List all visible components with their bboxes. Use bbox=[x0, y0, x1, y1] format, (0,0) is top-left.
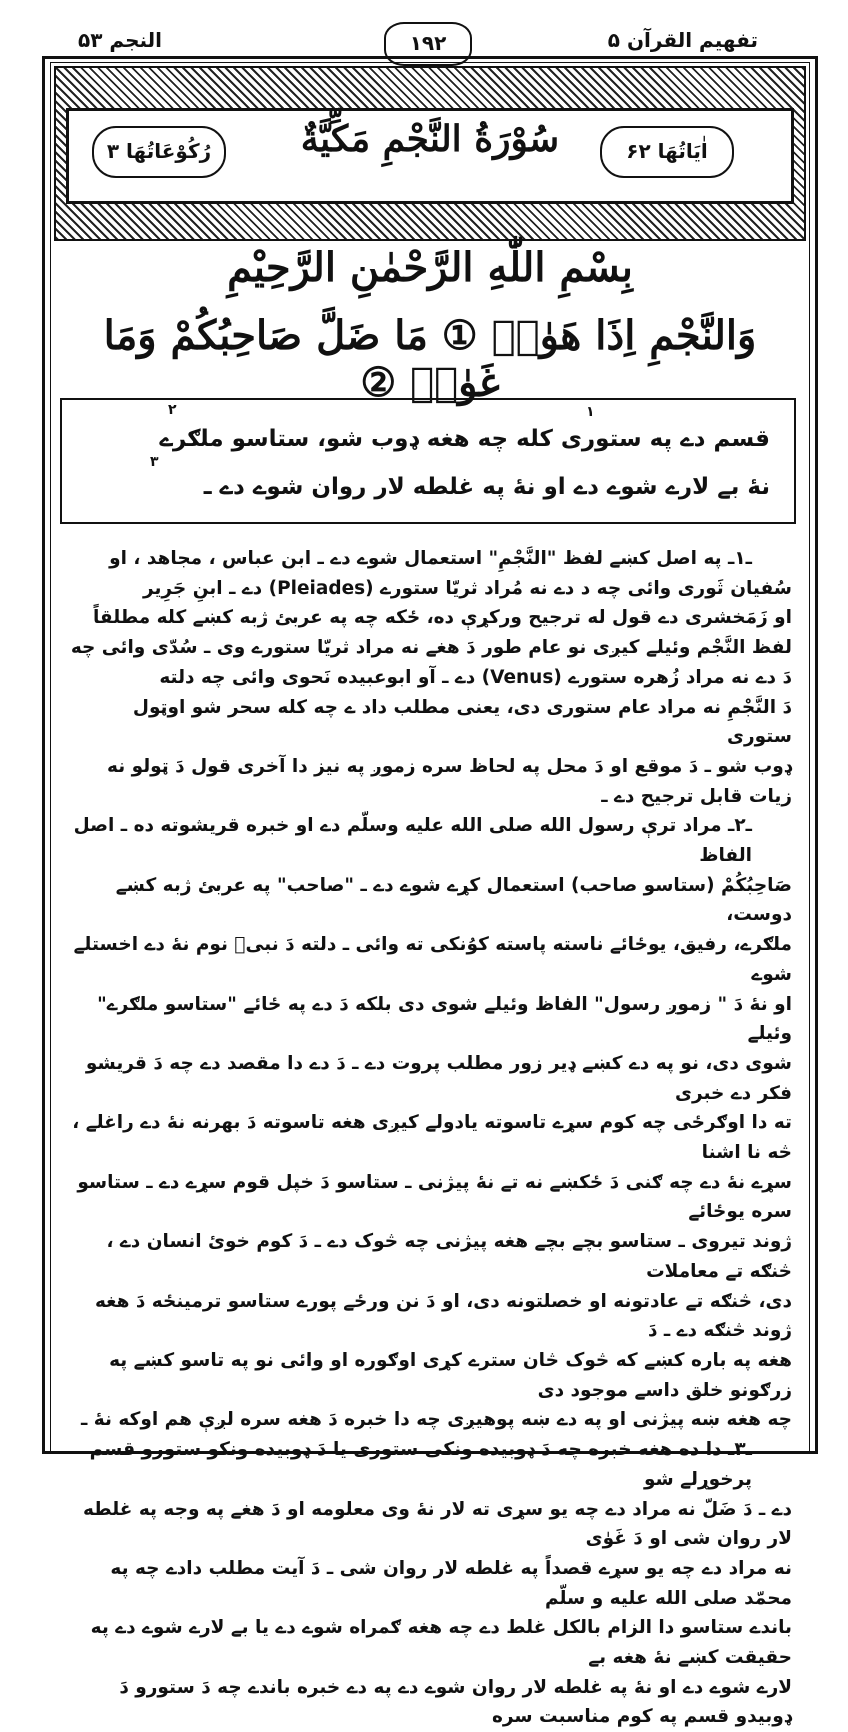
arabic-verse: وَالنَّجْمِ اِذَا هَوٰىۙ ① مَا ضَلَّ صَاحِبُكُمْ وَمَا غَوٰىۚ ② bbox=[103, 312, 757, 406]
note-line: دَ النَّجْمِ نه مراد عام ستوری دی، یعنی مطلب داد ے چه کله سحر شو اوټول ستوری bbox=[132, 696, 792, 748]
surah-short-name: النجم ۵۳ bbox=[78, 28, 163, 52]
note-line: لفظ النَّجْم وئیلے کیږی نو عام طور دَ هغے نه مراد ثریّا ستورے وی ـ سُدّی وائی چه bbox=[70, 637, 792, 659]
note-line: ـ۱ـ په اصل کښے لفظ "النَّجْمِ" استعمال شوے دے ـ ابن عباس ، مجاهد ، او bbox=[109, 548, 752, 569]
note-line: چه هغه ښه پیژنی او په دے ښه پوهیږی چه دا خبره دَ هغه سره لږې هم اوکه نۀ ـ bbox=[81, 1409, 792, 1431]
note-line: صَاحِبُکُمْ (ستاسو صاحب) استعمال کړے شوے دے ـ "صاحب" په عربئ ژبه کښے دوست، bbox=[115, 874, 792, 926]
ayat-count-cartouche: اٰیَاتُهَا ۶۲ bbox=[600, 126, 734, 178]
note-line: سړے نۀ دے چه ګنی دَ ځکښے نه تے نۀ پیژنی ـ ستاسو دَ خپل قوم سړے دے ـ ستاسو سره یوځائے bbox=[77, 1171, 792, 1223]
note-line: نه مراد دے چه یو سړے قصداً په غلطه لار روان شی ـ دَ آیت مطلب دادے چه په محمّد صلی الله علیه و سلّم bbox=[110, 1557, 792, 1609]
basmala: بِسْمِ اللّٰهِ الرَّحْمٰنِ الرَّحِيْمِ bbox=[227, 244, 633, 291]
translation-line-2: نۀ بے لارے شوے دے او نۀ په غلطه لار روان شوے دے ـ bbox=[203, 474, 770, 500]
book-title: تفهیم القرآن ۵ bbox=[607, 28, 758, 52]
note-line: شوی دی، نو په دے کښے ډیر زور مطلب پروت دے ـ دَ دے دا مقصد دے چه دَ قریشو فکر دے خبری bbox=[85, 1052, 792, 1104]
note-line: دے ـ دَ ضَلّ نه مراد دے چه یو سړی ته لار نۀ وی معلومه او دَ هغے په وجه په غلطه لار روان شی او دَ غَوٰی bbox=[82, 1498, 792, 1550]
note-line: ملګرے، رفیق، یوځائے ناسته پاسته کوُنکی ته وائی ـ دلته دَ نبیؐ نوم نۀ دے اخستلے شوے bbox=[73, 934, 792, 985]
footnote-mark-1: ۱ bbox=[586, 404, 595, 420]
ruku-count-cartouche: رُکُوْعَاتُهَا ۳ bbox=[92, 126, 226, 178]
note-line: سُفیان ثَوری وائی چه د دے نه مُراد ثریّا ستورے (Pleiades) دے ـ ابنِ جَرِیر bbox=[142, 577, 792, 599]
note-line: دَ دے نه مراد زُهره ستورے (Venus) دے ـ آو ابوعبیده نَحوی وائی چه دلته bbox=[159, 666, 792, 688]
note-line: ژوند تیروی ـ ستاسو بچے بچے هغه پیژنی چه څوک دے ـ دَ کوم خوئ انسان دے ، څنګه تے معاملات bbox=[106, 1231, 792, 1282]
footnote-mark-2: ۲ bbox=[168, 402, 177, 418]
note-line: ډوب شو ـ دَ موقع او دَ محل په لحاظ سره زموږ په نیز دا آخری قول دَ ټولو نه bbox=[107, 755, 792, 777]
translation-line-1: قسم دے په ستورى كله چه هغه ډوب شو، ستاسو ملګرے bbox=[159, 426, 770, 452]
footnote-mark-3: ۳ bbox=[150, 454, 159, 470]
note-line: او نۀ دَ " زموږ رسول" الفاظ وئیلے شوی دی بلکه دَ دے په ځائے "ستاسو ملګرے" وئیلے bbox=[97, 993, 792, 1045]
note-line: لارے شوے دے او نۀ په غلطه لار روان شوے دے په دے خبره باندے چه دَ ستورو دَ ډوبیدو قسم په کوم مناسبت سره bbox=[119, 1676, 792, 1728]
note-line: دی، څنګه تے عادتونه او خصلتونه دی، او دَ نن ورځے پورے ستاسو ترمینځه دَ هغه ژوند څنګه دے ـ دَ bbox=[94, 1290, 792, 1342]
note-line: هغه په باره کښے که څوک څان سترے کړی اوګوره او وائی نو په تاسو کښے په زرګونو خلق داسے موجود دی bbox=[109, 1349, 792, 1401]
note-line: ـ۲ـ مراد ترې رسول الله صلی الله علیه وسلّم دے او خبره قریشوته ده ـ اصل الفاظ bbox=[73, 815, 752, 867]
commentary bbox=[70, 544, 792, 1728]
surah-title: سُوْرَةُ النَّجْمِ مَكِّيَّةٌ bbox=[300, 118, 560, 160]
note-line: باندے ستاسو دا الزام بالکل غلط دے چه هغه ګمراه شوے دے یا بے لارے شوے دے په حقیقت کښے نۀ هغه بے bbox=[90, 1617, 792, 1669]
running-header bbox=[0, 22, 848, 58]
page-number: ۱۹۲ bbox=[384, 22, 472, 66]
note-line: ته دا اوګرځی چه کوم سړے تاسوته یادولے کیږی هغه تاسوته دَ بهرنه نۀ دے راغلے ، څه نا اشنا bbox=[72, 1112, 792, 1164]
note-line: ـ۳ـ دا ده هغه خبره چه دَ ډوبیده ونکی ستوری یا دَ ډوبیده ونکو ستورو قسم پرخوړلے شو bbox=[89, 1439, 752, 1490]
note-line: زیات قابل ترجیح دے ـ bbox=[601, 785, 792, 807]
note-line: او زَمَخشری دے قول له ترجیح ورکړې ده، ځکه چه په عربئ ژبه کښے کله مطلقاً bbox=[92, 607, 792, 629]
